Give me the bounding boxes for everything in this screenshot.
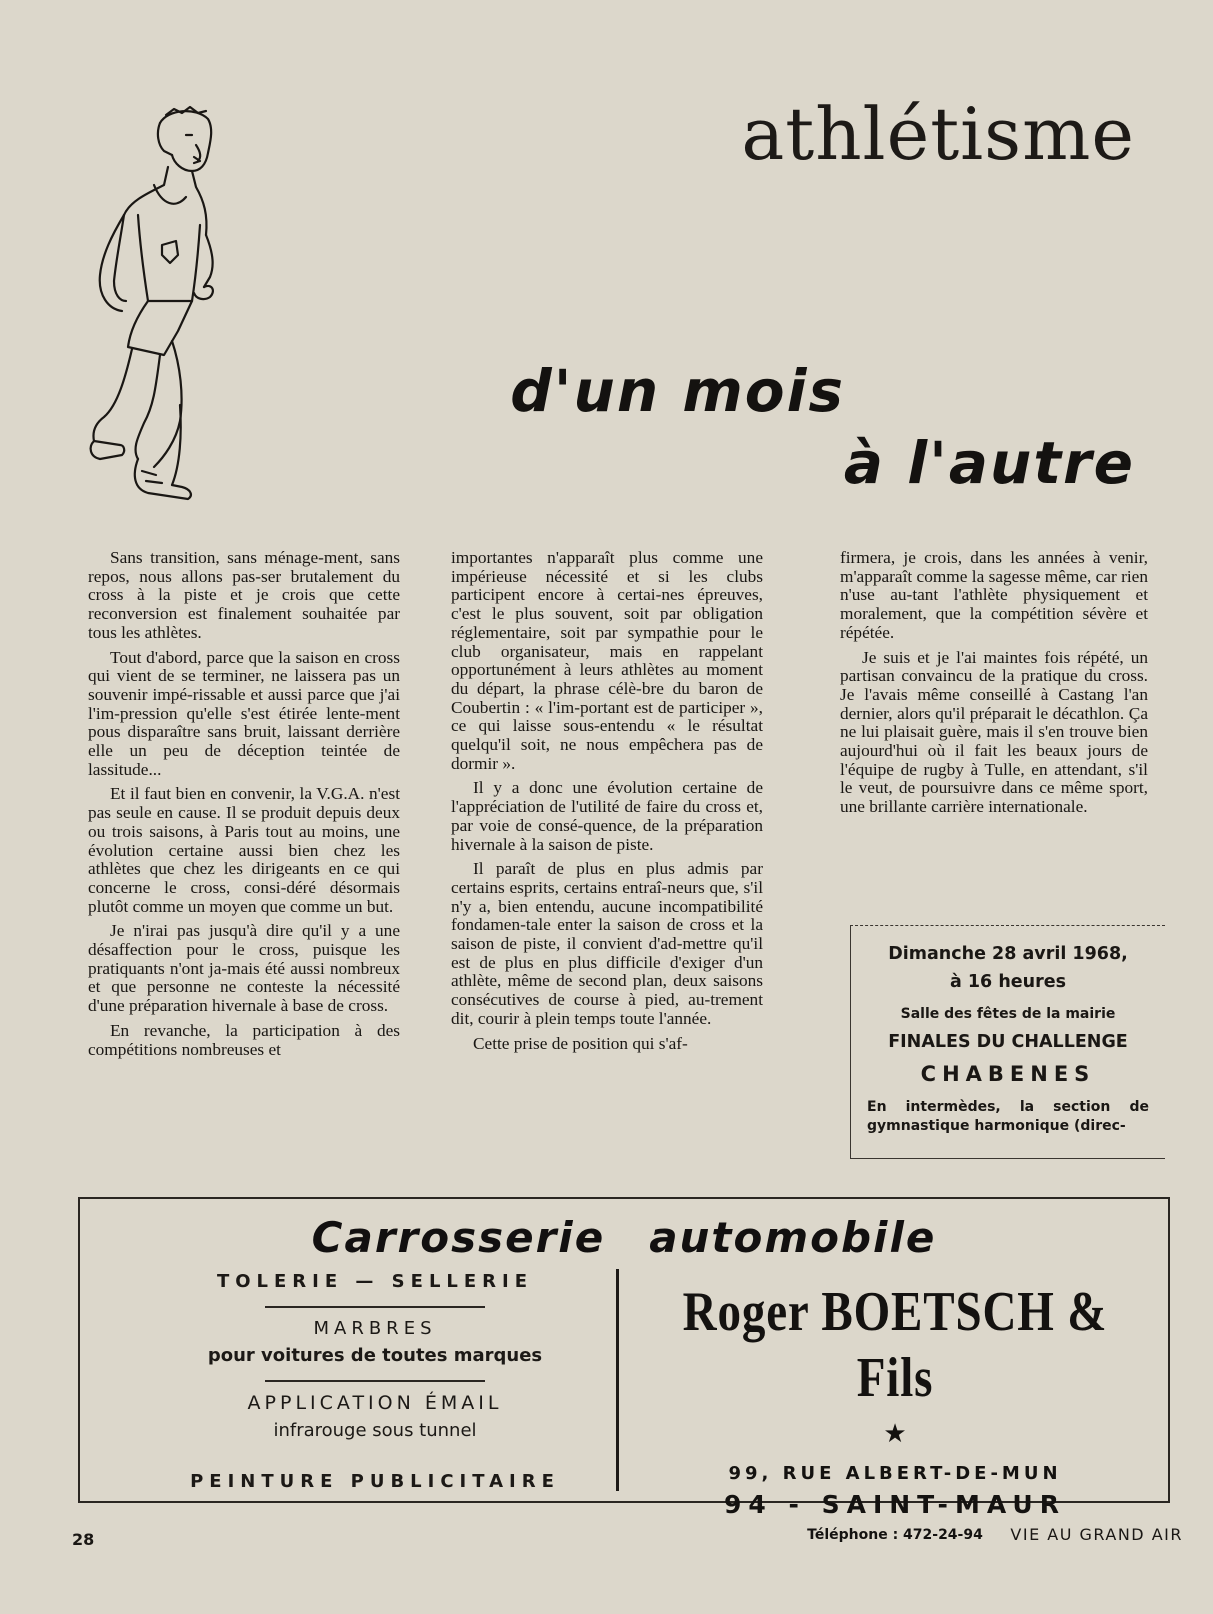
ad-company-name: Roger BOETSCH & Fils	[682, 1281, 1108, 1409]
article-column-2	[451, 549, 763, 1059]
article-column-3	[840, 549, 1148, 823]
ad-street: 99, RUE ALBERT-DE-MUN	[728, 1463, 1062, 1484]
event-date: Dimanche 28 avril 1968,	[888, 944, 1128, 964]
ad-title-word-2: automobile	[649, 1213, 937, 1262]
paragraph: Cette prise de position qui s'af-	[473, 1033, 688, 1053]
event-time: à 16 heures	[949, 972, 1067, 992]
event-finals: FINALES DU CHALLENGE	[888, 1032, 1128, 1052]
ad-services	[120, 1271, 630, 1492]
ad-separator	[265, 1380, 485, 1382]
headline-line-1: d'un mois	[510, 357, 845, 425]
event-challenge-name: CHABENES	[920, 1062, 1096, 1086]
ad-divider	[616, 1269, 619, 1491]
ad-separator	[265, 1306, 485, 1308]
ad-application: APPLICATION ÉMAIL	[247, 1392, 503, 1414]
event-announcement	[850, 925, 1165, 1159]
ad-city: 94 - SAINT-MAUR	[724, 1490, 1066, 1519]
page-number: 28	[72, 1530, 95, 1549]
ad-peinture: PEINTURE PUBLICITAIRE	[190, 1471, 560, 1492]
ad-company-info	[625, 1279, 1165, 1543]
paragraph: Et il faut bien en convenir, la V.G.A. n'est pas seule en cause. Il se produit depuis deux ou trois saisons, à Paris tout au moins, une évolution certaine aussi bien chez les athlètes que chez les dirigeants en ce qui concerne le cross, consi-déré désormais plutôt comme un moyen que comme un but.	[88, 784, 400, 916]
event-description: En intermèdes, la section de gymnastique harmonique (direc-	[867, 1099, 1149, 1134]
star-icon: ★	[883, 1419, 907, 1448]
headline-line-2: à l'autre	[843, 429, 1135, 497]
paragraph: En revanche, la participation à des compétitions nombreuses et	[88, 1020, 400, 1059]
event-place: Salle des fêtes de la mairie	[900, 1006, 1116, 1022]
article-column-1	[88, 549, 400, 1065]
paragraph: Je n'irai pas jusqu'à dire qu'il y a une désaffection pour le cross, puisque les pratiquants n'ont ja-mais été aussi nombreux et que personne ne conteste la nécessité d'une préparation hivernale à base de cross.	[88, 921, 400, 1016]
ad-infrarouge: infrarouge sous tunnel	[273, 1420, 477, 1441]
paragraph: Je suis et je l'ai maintes fois répété, un partisan convaincu de la pratique du cross. Je l'avais même conseillé à Castang l'an dernier, alors qu'il préparait le décathlon. Ça ne lui plaisait guère, mais il s'en trouve bien aujourd'hui où il fait les beaux jours de l'équipe de rugby à Tulle, en attendant, s'il le veut, de poursuivre dans ce même sport, une brillante carrière internationale.	[840, 647, 1148, 817]
paragraph: firmera, je crois, dans les années à venir, m'apparaît comme la sagesse même, car rien n'use au-tant l'athlète physiquement et moralement, que la compétition sévère et répétée.	[840, 548, 1148, 642]
ad-services-line: TOLERIE — SELLERIE	[216, 1271, 534, 1292]
paragraph: importantes n'apparaît plus comme une impérieuse nécessité et si les clubs participent encore à certai-nes épreuves, c'est le plus souvent, soit par obligation réglementaire, soit par sympathie pour le club organisateur, mais en rappelant opportunément à leurs athlètes au moment du départ, la phrase célè-bre du baron de Coubertin : « l'im-portant est de participer », ce qui laisse sous-entendu « le résultat quelqu'il soit, ne nous empêchera pas de dormir ».	[451, 548, 763, 773]
ad-phone: Téléphone : 472-24-94	[807, 1527, 983, 1543]
magazine-name: VIE AU GRAND AIR	[1010, 1525, 1183, 1544]
paragraph: Sans transition, sans ménage-ment, sans repos, nous allons pas-ser brutalement du cross à la piste et je crois que cette reconversion est finalement souhaitée par tous les athlètes.	[88, 548, 400, 642]
ad-voitures: pour voitures de toutes marques	[207, 1345, 543, 1366]
paragraph: Il y a donc une évolution certaine de l'appréciation de l'utilité de faire du cross et, par voie de consé-quence, de la préparation hivernale à la saison de piste.	[451, 778, 763, 854]
headline	[510, 355, 1135, 499]
ad-title-word-1: Carrosserie	[311, 1213, 606, 1262]
runner-illustration	[68, 105, 218, 515]
ad-title	[80, 1213, 1168, 1262]
ad-marbres: MARBRES	[313, 1318, 437, 1339]
paragraph: Il paraît de plus en plus admis par certains esprits, certains entraî-neurs que, s'il n'y a, bien entendu, aucune incompatibilité fondamen-tale enter la saison de cross et la saison de piste, il convient d'ad-mettre qu'il est de plus en plus difficile d'exiger d'un athlète, même de second plan, deux saisons consécutives de course à pied, au-trement dit, courir à plein temps toute l'année.	[451, 859, 763, 1028]
section-title: athlétisme	[741, 92, 1135, 176]
paragraph: Tout d'abord, parce que la saison en cross qui vient de se terminer, ne laissera pas un souvenir impé-rissable et aussi parce que j'ai l'im-pression qu'elle s'est étirée lente-ment pous disparaître sans bruit, laissant derrière elle un peu de déception teintée de lassitude...	[88, 647, 400, 779]
